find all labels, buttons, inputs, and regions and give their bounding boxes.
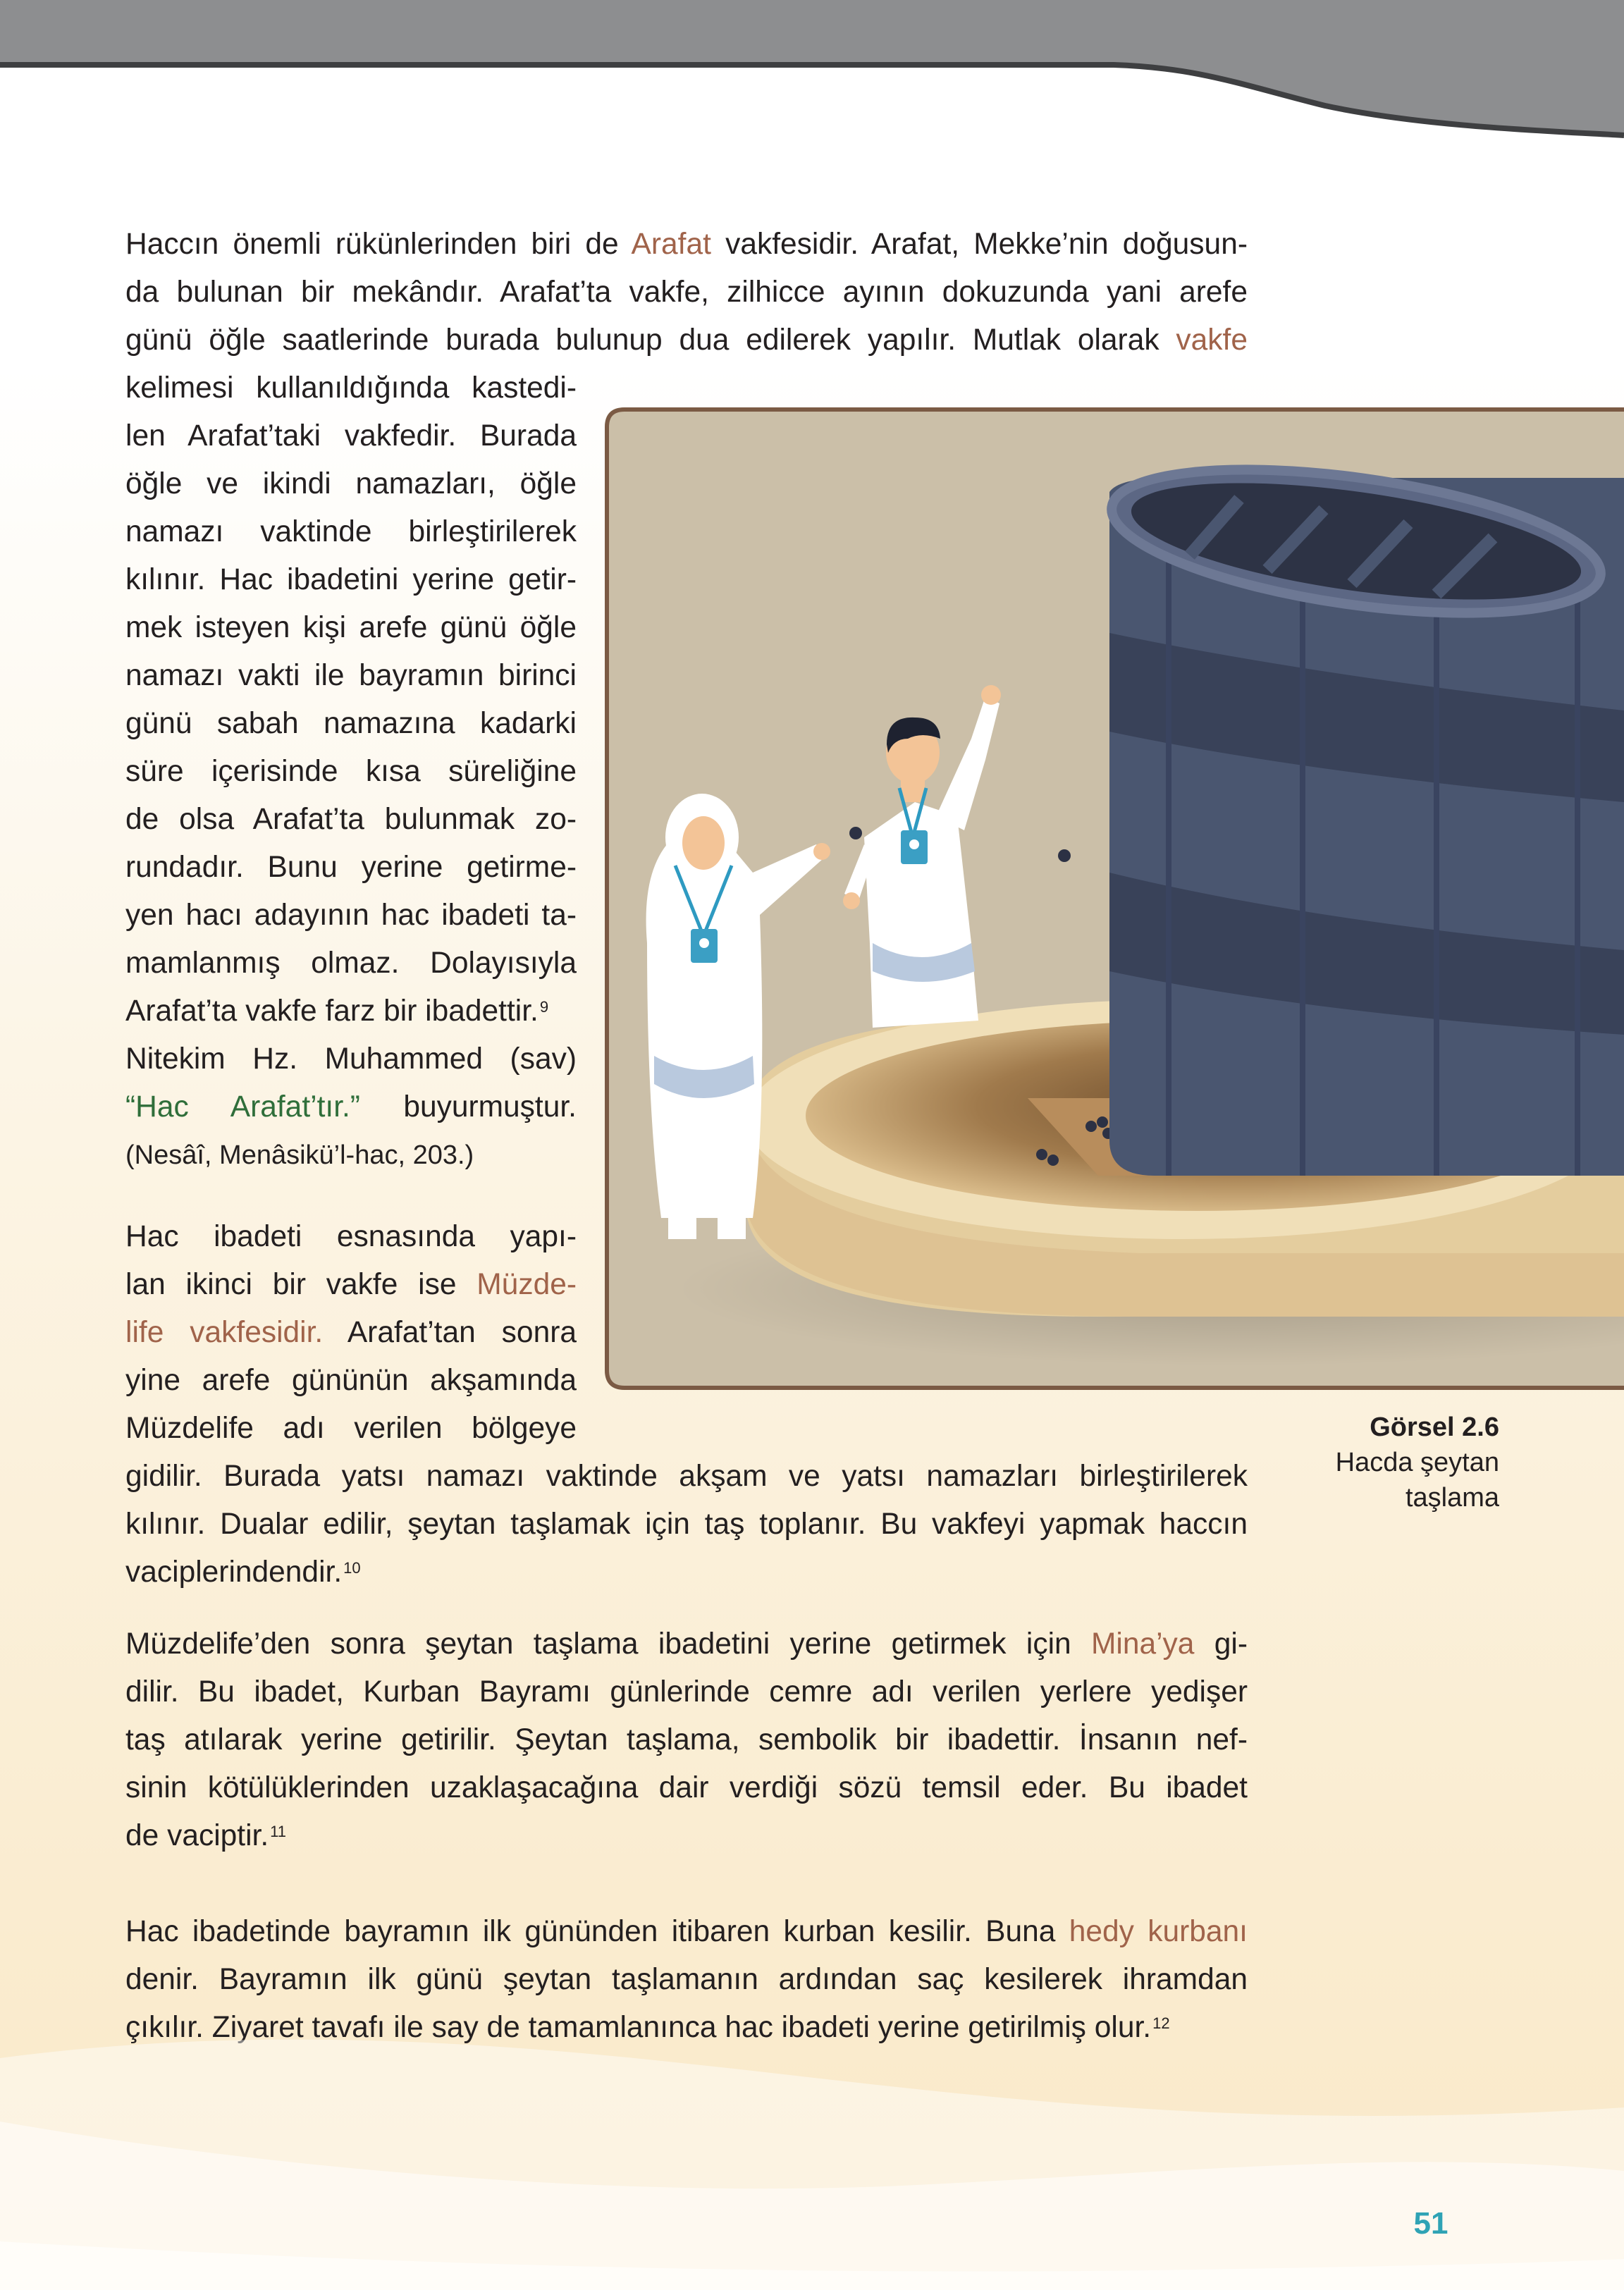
footnote-ref: 10 <box>343 1559 361 1577</box>
text-line: namazı vakti ile bayramın birinci <box>125 659 577 692</box>
text-line: vaciplerindendir.$^{10}$ <box>125 1556 361 1589</box>
term-muzdelife-vakfesi: life vakfesidir. <box>125 1316 324 1349</box>
text-line: Haccın önemli rükünlerinden biri de Arafat vakfesidir. Arafat, Mekke’nin doğusun- <box>125 228 1248 261</box>
text-line: yen hacı adayının hac ibadeti ta- <box>125 899 577 932</box>
text-line: sinin kötülüklerinden uzaklaşacağına dair verdiği sözü temsil eder. Bu ibadet <box>125 1771 1248 1804</box>
text-line: namazı vaktinde birleştirilerek <box>125 515 577 548</box>
paragraph-arafat-column <box>125 364 577 1179</box>
hadith-quote: “Hac Arafat’tır.” <box>125 1090 360 1124</box>
text-line: kelimesi kullanıldığında kastedi- <box>125 371 577 405</box>
text-line: lan ikinci bir vakfe ise Müzde- <box>125 1268 577 1301</box>
text-line: taş atılarak yerine getirilir. Şeytan taşlama, sembolik bir ibadettir. İnsanın nef- <box>125 1723 1248 1756</box>
text-line: öğle ve ikindi namazları, öğle <box>125 467 577 500</box>
text-line: de vaciptir.$^{11}$ <box>125 1819 287 1852</box>
figure-seytan-taslama <box>605 407 1624 1390</box>
pebble-icon <box>1058 849 1071 862</box>
figure-label: Görsel 2.6 <box>1370 1412 1499 1442</box>
text-line: günü öğle saatlerinde burada bulunup dua edilerek yapılır. Mutlak olarak vakfe <box>125 324 1248 357</box>
paragraph-seytan-taslama <box>125 1620 1248 1860</box>
term-muzdelife: Müzde- <box>476 1268 577 1301</box>
paragraph-muzdelife-full <box>125 1453 1248 1596</box>
term-vakfe: vakfe <box>1176 324 1248 357</box>
text-line: da bulunan bir mekândır. Arafat’ta vakfe, zilhicce ayının dokuzunda yani arefe <box>125 276 1248 309</box>
text-line: len Arafat’taki vakfedir. Burada <box>125 419 577 453</box>
text-line: Arafat’ta vakfe farz bir ibadettir.$^9$ <box>125 995 549 1028</box>
page-number: 51 <box>1413 2206 1448 2241</box>
top-header-band <box>0 0 1624 141</box>
text-line: denir. Bayramın ilk günü şeytan taşlamanın ardından saç kesilerek ihramdan <box>125 1963 1248 1996</box>
paragraph-arafat-intro <box>125 221 1248 364</box>
text-line: dilir. Bu ibadet, Kurban Bayramı günlerinde cemre adı verilen yerlere yedişer <box>125 1675 1248 1709</box>
term-hedy-kurbani: hedy kurbanı <box>1069 1915 1248 1948</box>
term-arafat: Arafat <box>631 228 711 261</box>
text-line: rundadır. Bunu yerine getirme- <box>125 851 577 884</box>
term-mina: Mina’ya <box>1090 1627 1195 1661</box>
text-line: Nitekim Hz. Muhammed (sav) <box>125 1042 577 1076</box>
text-line: kılınır. Hac ibadetini yerine getir- <box>125 563 577 596</box>
text-line: günü sabah namazına kadarki <box>125 707 577 740</box>
text-line: life vakfesidir. Arafat’tan sonra <box>125 1316 577 1349</box>
text-line: mek isteyen kişi arefe günü öğle <box>125 611 577 644</box>
text-line: Müzdelife’den sonra şeytan taşlama ibadetini yerine getirmek için Mina’ya gi- <box>125 1627 1248 1661</box>
text-line: Müzdelife adı verilen bölgeye <box>125 1412 577 1445</box>
citation-source: (Nesâî, Menâsikü’l-hac, 203.) <box>125 1140 474 1170</box>
text-line: gidilir. Burada yatsı namazı vaktinde akşam ve yatsı namazları birleştirilerek <box>125 1460 1248 1493</box>
paragraph-muzdelife-column <box>125 1213 577 1453</box>
pebble-icon <box>849 827 862 839</box>
text-line: süre içerisinde kısa süreliğine <box>125 755 577 788</box>
text-line: mamlanmış olmaz. Dolayısıyla <box>125 947 577 980</box>
footnote-ref: 11 <box>270 1823 287 1840</box>
text-line: Hac ibadetinde bayramın ilk gününden itibaren kurban kesilir. Buna hedy kurbanı <box>125 1915 1248 1948</box>
text-line: Hac ibadeti esnasında yapı- <box>125 1220 577 1253</box>
jamarat-pillar-illustration <box>1103 444 1624 1176</box>
footnote-ref: 12 <box>1152 2014 1170 2032</box>
footnote-ref: 9 <box>539 998 549 1016</box>
text-line: de olsa Arafat’ta bulunmak zo- <box>125 803 577 836</box>
text-line: kılınır. Dualar edilir, şeytan taşlamak için taş toplanır. Bu vakfeyi yapmak haccın <box>125 1508 1248 1541</box>
text-line: “Hac Arafat’tır.” buyurmuştur. <box>125 1090 577 1124</box>
text-line: yine arefe gününün akşamında <box>125 1364 577 1397</box>
figure-caption <box>1283 1410 1499 1515</box>
figure-caption-text: Hacda şeytan taşlama <box>1335 1448 1499 1513</box>
text-line: çıkılır. Ziyaret tavafı ile say de tamamlanınca hac ibadeti yerine getirilmiş olur.$^{12}$ <box>125 2011 1170 2044</box>
bottom-wave-decoration <box>0 2030 1624 2290</box>
